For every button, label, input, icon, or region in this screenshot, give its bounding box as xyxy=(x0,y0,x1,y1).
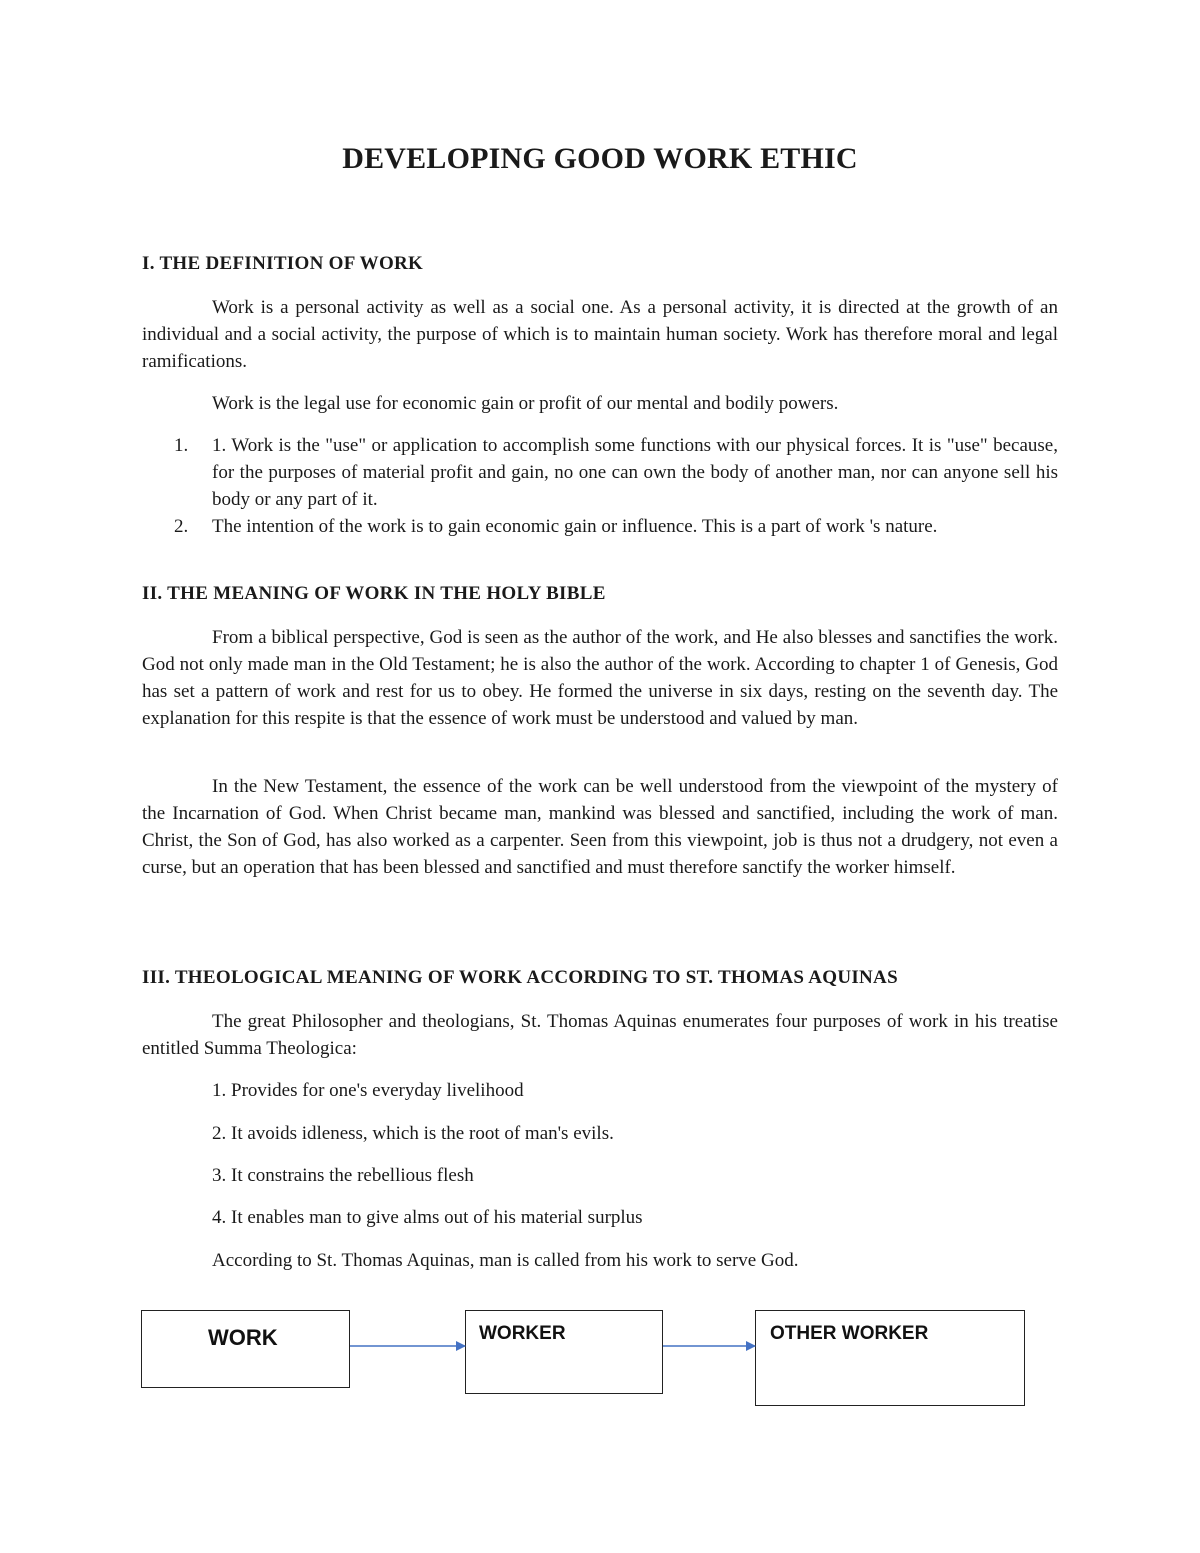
list-item-text: The intention of the work is to gain economic gain or influence. This is a part of work 's nature. xyxy=(212,516,938,537)
purpose-item-2: 2. It avoids idleness, which is the root of man's evils. xyxy=(212,1123,614,1144)
section-2-paragraph-1: From a biblical perspective, God is seen as the author of the work, and He also blesses and sanctifies the work. God not only made man in the Old Testament; he is also the author of the work. According to chapter 1 of Genesis, God has set a pattern of work and rest for us to obey. He formed the universe in six days, resting on the seventh day. The explanation for this respite is that the essence of work must be understood and valued by man. xyxy=(142,627,1058,729)
document-title: DEVELOPING GOOD WORK ETHIC xyxy=(342,142,858,175)
diagram-box-label: OTHER WORKER xyxy=(770,1323,929,1344)
list-item-number: 2. xyxy=(174,516,189,537)
section-3-paragraph-1: The great Philosopher and theologians, St. Thomas Aquinas enumerates four purposes of work in his treatise entitled Summa Theologica: xyxy=(142,1011,1058,1059)
section-3-heading: III. THEOLOGICAL MEANING OF WORK ACCORDING TO ST. THOMAS AQUINAS xyxy=(142,967,898,988)
purpose-item-3: 3. It constrains the rebellious flesh xyxy=(212,1165,474,1186)
list-item-number: 1. xyxy=(174,435,189,456)
section-1-paragraph-1: Work is a personal activity as well as a social one. As a personal activity, it is directed at the growth of an individual and a social activity, the purpose of which is to maintain human society. Work has therefore moral and legal ramifications. xyxy=(142,297,1058,372)
section-1-heading: I. THE DEFINITION OF WORK xyxy=(142,253,424,274)
section-1-paragraph-2: Work is the legal use for economic gain or profit of our mental and bodily powers. xyxy=(212,393,839,414)
list-item-text: 1. Work is the "use" or application to accomplish some functions with our physical forces. It is "use" because, for the purposes of material profit and gain, no one can own the body of another man, nor can anyone sell his body or any part of it. xyxy=(212,435,1058,510)
diagram-box-label: WORKER xyxy=(479,1323,566,1344)
diagram-box-label: WORK xyxy=(208,1325,278,1350)
section-2-paragraph-2: In the New Testament, the essence of the work can be well understood from the viewpoint of the mystery of the Incarnation of God. When Christ became man, mankind was blessed and sanctified, including the work of man. Christ, the Son of God, has also worked as a carpenter. Seen from this viewpoint, job is thus not a drudgery, not even a curse, but an operation that has been blessed and sanctified and must therefore sanctify the worker himself. xyxy=(142,776,1058,878)
purpose-item-4: 4. It enables man to give alms out of his material surplus xyxy=(212,1207,643,1228)
closing-sentence: According to St. Thomas Aquinas, man is called from his work to serve God. xyxy=(212,1250,799,1271)
section-2-heading: II. THE MEANING OF WORK IN THE HOLY BIBLE xyxy=(142,583,606,604)
purpose-item-1: 1. Provides for one's everyday livelihood xyxy=(212,1080,524,1101)
